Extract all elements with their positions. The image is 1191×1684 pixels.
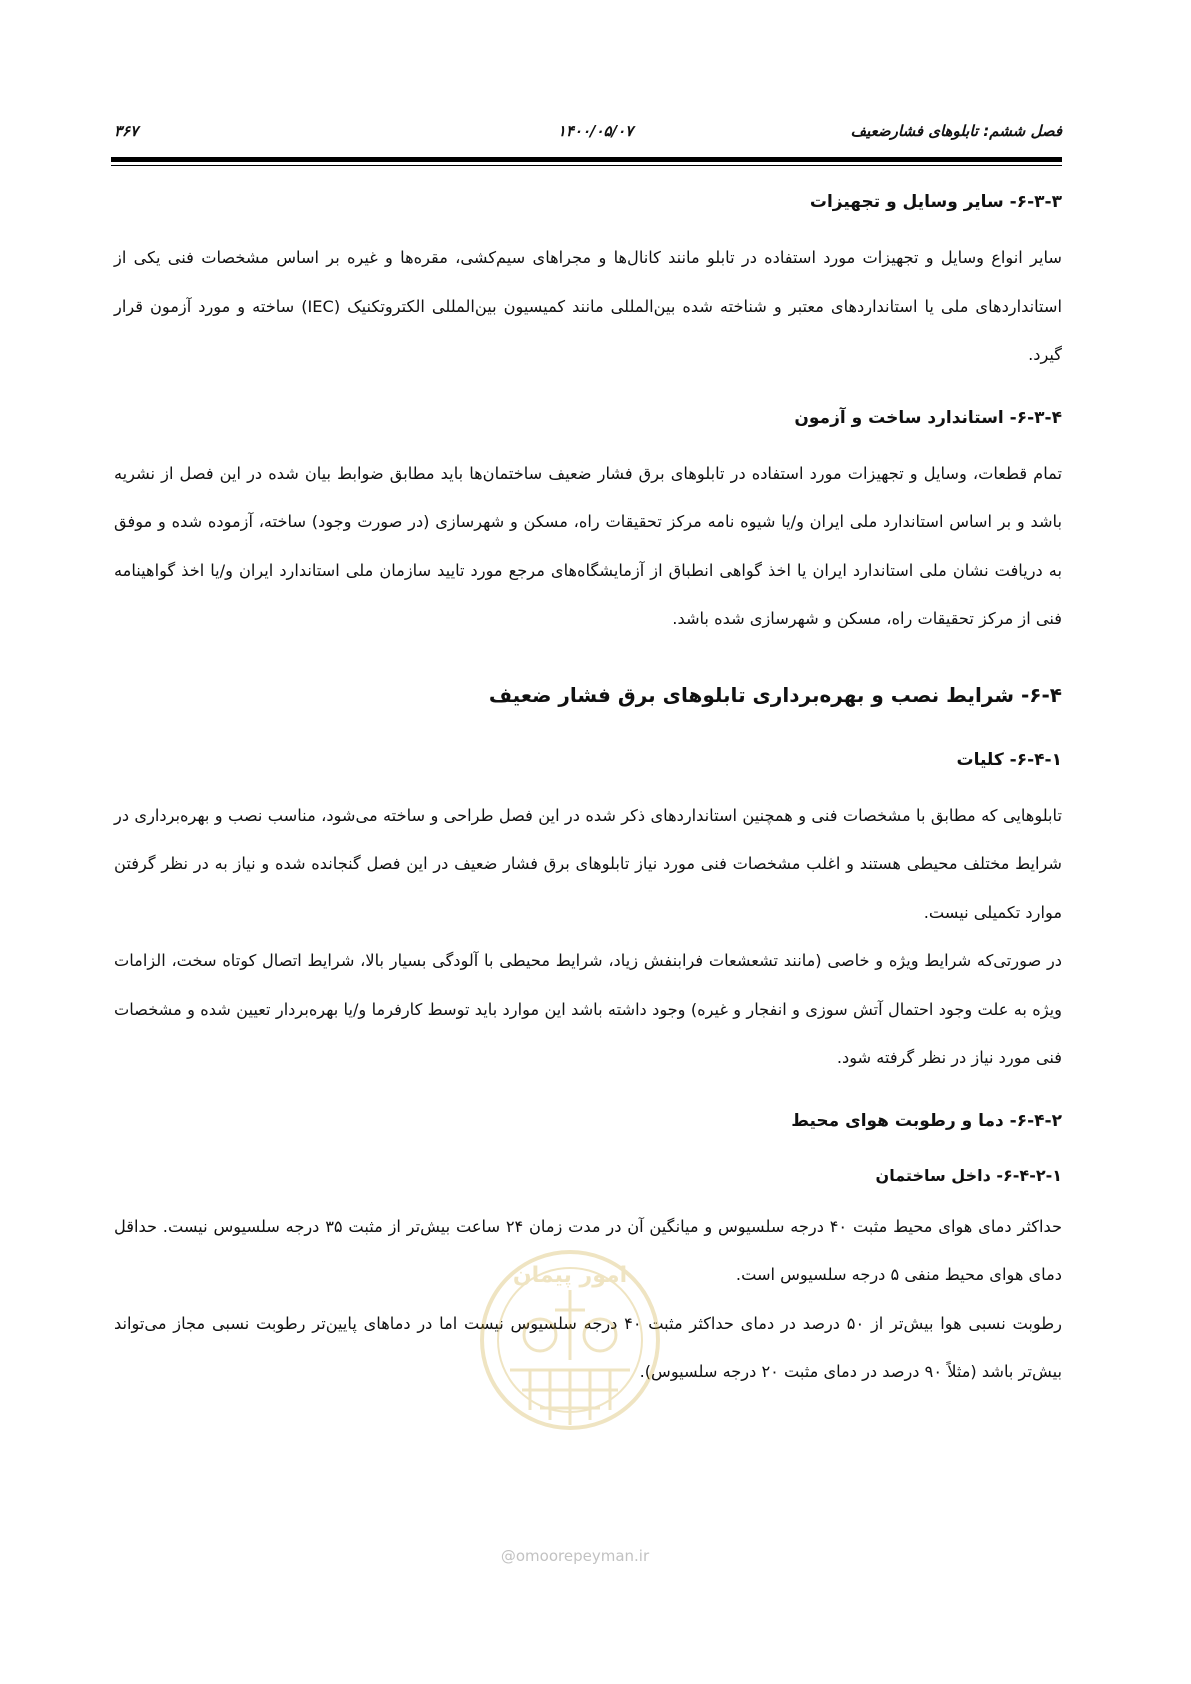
running-header-chapter: فصل ششم: تابلوهای فشارضعیف [850,122,1062,140]
section-heading-6-3-4: ۶-۳-۴- استاندارد ساخت و آزمون [794,407,1062,428]
seal-logo-icon [470,1220,670,1470]
watermark-url-text: omoorepeyman.ir [515,1547,650,1565]
page-number: ۳۶۷ [114,122,139,140]
seal-logo-text: امور پیمان [512,1263,628,1288]
section-heading-6-3-3: ۶-۳-۳- سایر وسایل و تجهیزات [809,192,1062,212]
paragraph-6-4-2-1-a: حداکثر دمای هوای محیط مثبت ۴۰ درجه سلسیوس و میانگین آن در مدت زمان ۲۴ ساعت بیش‌تر از مثبت ۳۵ درجه سلسیوس نیست. حداقل دمای هوای محیط منفی ۵ درجه سلسیوس است. [114,1216,1062,1284]
paragraph-6-3-3: سایر انواع وسایل و تجهیزات مورد استفاده در تابلو مانند کانال‌ها و مجراهای سیم‌کشی، مقره‌ها و غیره بر اساس مشخصات فنی یکی از استانداردهای ملی یا استانداردهای معتبر و شناخته شده بین‌المللی مانند کمیسیون بین‌المللی الکتروتکنیک (IEC) ساخته و مورد آزمون قرار گیرد. [114,248,1062,364]
section-heading-6-4-2: ۶-۴-۲- دما و رطوبت هوای محیط [791,1110,1062,1131]
watermark-url [465,1547,685,1565]
header-rule-thick [111,157,1062,162]
section-heading-6-4: ۶-۴- شرایط نصب و بهره‌برداری تابلوهای برق فشار ضعیف [488,682,1062,707]
section-heading-6-4-2-1: ۶-۴-۲-۱- داخل ساختمان [875,1165,1062,1185]
paragraph-6-4-1-b: در صورتی‌که شرایط ویژه و خاصی (مانند تشعشعات فرابنفش زیاد، شرایط محیطی با آلودگی بسیار بالا، شرایط اتصال کوتاه سخت، الزامات ویژه به علت وجود احتمال آتش سوزی و انفجار و غیره) وجود داشته باشد این موارد باید توسط کارفرما و/یا بهره‌بردار تعیین شده و مشخصات فنی مورد نیاز در نظر گرفته شود. [114,951,1062,1067]
running-header-date: ۱۴۰۰/۰۵/۰۷ [557,122,634,140]
page-content [114,188,1062,1397]
section-heading-6-4-1: ۶-۴-۱- کلیات [956,749,1062,770]
paragraph-6-3-4: تمام قطعات، وسایل و تجهیزات مورد استفاده در تابلوهای برق فشار ضعیف ساختمان‌ها باید مطابق ضوابط بیان شده در این فصل از نشریه باشد و بر اساس استاندارد ملی ایران و/یا شیوه نامه مرکز تحقیقات راه، مسکن و شهرسازی (در صورت وجود) ساخته، آزموده شده و موفق به دریافت نشان ملی استاندارد ایران یا اخذ گواهی انطباق از آزمایشگاه‌های مرجع مورد تایید سازمان ملی استاندارد ایران و/یا اخذ گواهینامه فنی از مرکز تحقیقات راه، مسکن و شهرسازی شده باشد. [114,463,1062,628]
at-icon: @ [500,1547,516,1565]
paragraph-6-4-1-a: تابلوهایی که مطابق با مشخصات فنی و همچنین استانداردهای ذکر شده در این فصل طراحی و ساخته می‌شود، مناسب نصب و بهره‌برداری در شرایط مختلف محیطی هستند و اغلب مشخصات فنی مورد نیاز تابلوهای برق فشار ضعیف در این فصل گنجانده شده و نیاز به در نظر گرفتن موارد تکمیلی نیست. [114,805,1062,922]
paragraph-6-4-2-1-b: رطوبت نسبی هوا بیش‌تر از ۵۰ درصد در دمای حداکثر مثبت ۴۰ درجه سلسیوس نیست اما در دماهای پایین‌تر رطوبت نسبی مجاز می‌تواند بیش‌تر باشد (مثلاً ۹۰ درصد در دمای مثبت ۲۰ درجه سلسیوس). [114,1313,1062,1381]
header-rule-thin [111,165,1062,166]
